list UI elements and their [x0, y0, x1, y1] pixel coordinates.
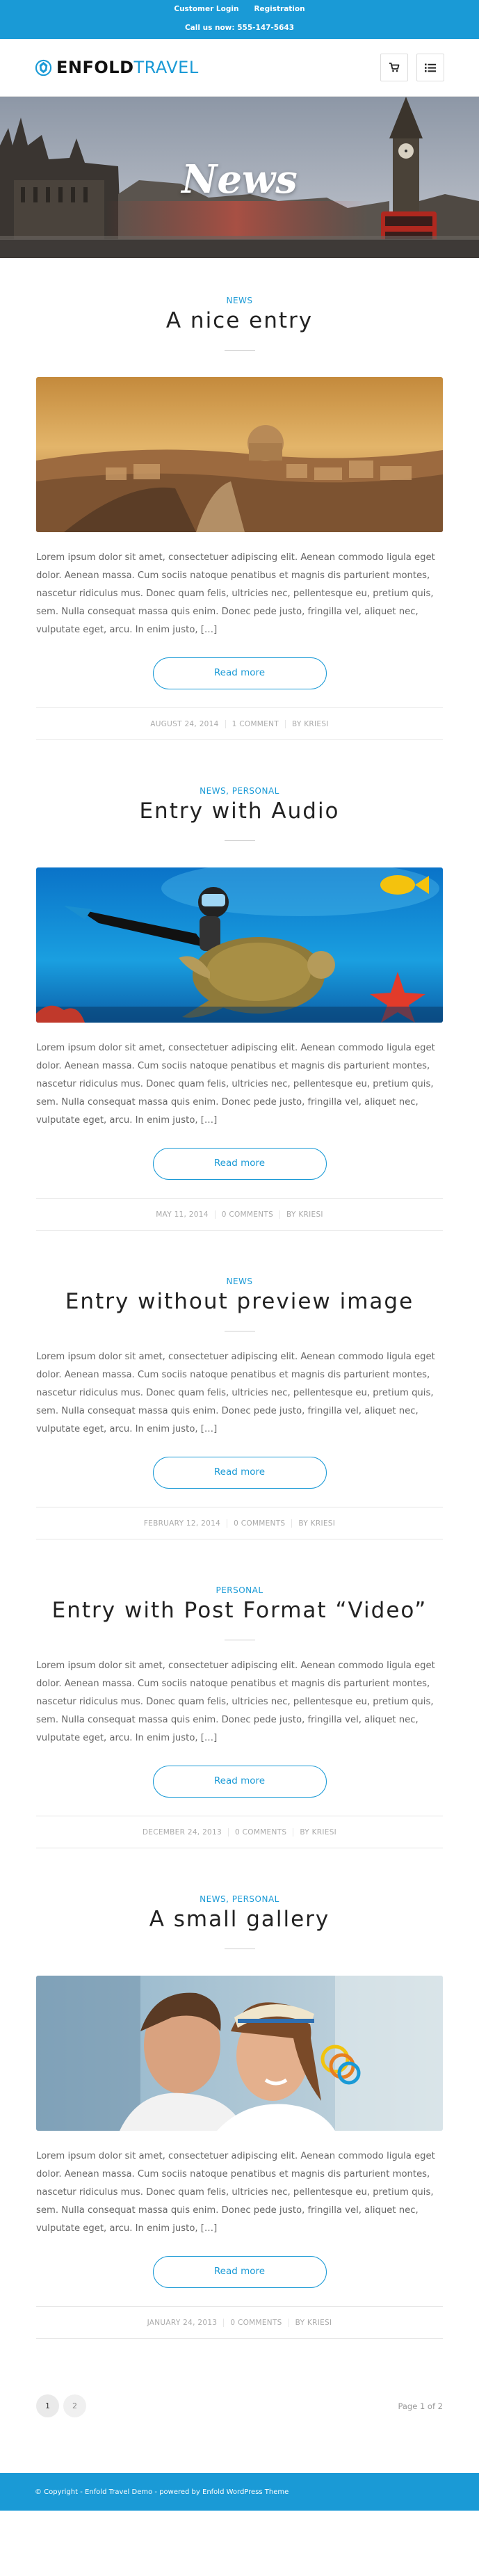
copyright-text: © Copyright - Enfold Travel Demo - powered by Enfold WordPress Theme — [35, 2488, 289, 2496]
post-entry — [36, 1277, 443, 1539]
customer-login-link[interactable]: Customer Login — [174, 5, 239, 13]
read-more-button[interactable]: Read more — [153, 657, 327, 689]
menu-button[interactable] — [416, 54, 444, 81]
post-image-couple-selfie[interactable] — [36, 1976, 443, 2131]
page-title: News — [181, 157, 298, 202]
phone-number: Call us now: 555-147-5643 — [184, 24, 295, 32]
post-categories[interactable]: NEWS — [226, 1277, 253, 1286]
post-excerpt: Lorem ipsum dolor sit amet, consectetuer adipiscing elit. Aenean commodo ligula eget dolor. Aenean massa. Cum sociis natoque penatibus et magnis dis parturient montes, nascetur ridiculus mus. Donec quam felis, ultricies nec, pellentesque eu, pretium quis, sem. Nulla consequat massa quis enim. Donec pede justo, fringilla vel, aliquet nec, vulputate eget, arcu. In enim justo, […] — [36, 552, 435, 635]
top-bar — [0, 0, 479, 39]
cart-button[interactable] — [380, 54, 408, 81]
post-meta — [36, 1816, 443, 1848]
page-info: Page 1 of 2 — [398, 2401, 443, 2411]
post-meta — [36, 1198, 443, 1231]
post-comments-link[interactable]: 0 COMMENTS — [228, 1828, 293, 1837]
post-title[interactable]: Entry with Audio — [139, 799, 340, 824]
post-comments-link[interactable]: 0 COMMENTS — [223, 2319, 288, 2327]
post-excerpt: Lorem ipsum dolor sit amet, consectetuer adipiscing elit. Aenean commodo ligula eget dolor. Aenean massa. Cum sociis natoque penatibus et magnis dis parturient montes, nascetur ridiculus mus. Donec quam felis, ultricies nec, pellentesque eu, pretium quis, sem. Nulla consequat massa quis enim. Donec pede justo, fringilla vel, aliquet nec, vulputate eget, arcu. In enim justo, […] — [36, 1043, 435, 1126]
read-more-button[interactable]: Read more — [153, 2256, 327, 2288]
header-buttons — [380, 54, 444, 81]
post-excerpt: Lorem ipsum dolor sit amet, consectetuer adipiscing elit. Aenean commodo ligula eget dolor. Aenean massa. Cum sociis natoque penatibus et magnis dis parturient montes, nascetur ridiculus mus. Donec quam felis, ultricies nec, pellentesque eu, pretium quis, sem. Nulla consequat massa quis enim. Donec pede justo, fringilla vel, aliquet nec, vulputate eget, arcu. In enim justo, […] — [36, 1352, 435, 1434]
globe-icon — [35, 59, 52, 77]
post-categories[interactable]: NEWS, PERSONAL — [200, 1894, 279, 1904]
post-date: JANUARY 24, 2013 — [147, 2318, 218, 2327]
hero-banner — [0, 97, 479, 258]
post-title[interactable]: A nice entry — [165, 308, 314, 333]
site-logo[interactable] — [35, 58, 199, 77]
post-entry — [36, 1585, 443, 1848]
list-menu-icon — [425, 63, 436, 72]
cart-icon — [389, 63, 400, 72]
post-meta — [36, 1507, 443, 1539]
post-entry — [36, 296, 443, 740]
post-author[interactable]: BY KRIESI — [279, 1210, 330, 1219]
post-categories[interactable]: PERSONAL — [216, 1585, 263, 1595]
post-comments-link[interactable]: 0 COMMENTS — [227, 1519, 291, 1528]
pagination — [36, 2394, 443, 2417]
post-title[interactable]: Entry with Post Format “Video” — [51, 1598, 428, 1623]
post-title[interactable]: Entry without preview image — [65, 1289, 414, 1314]
read-more-button[interactable]: Read more — [153, 1457, 327, 1489]
registration-link[interactable]: Registration — [254, 5, 305, 13]
post-date: FEBRUARY 12, 2014 — [143, 1519, 221, 1528]
post-date: DECEMBER 24, 2013 — [142, 1827, 222, 1837]
post-categories[interactable]: NEWS, PERSONAL — [200, 786, 279, 796]
read-more-button[interactable]: Read more — [153, 1148, 327, 1180]
page-link-2[interactable]: 2 — [63, 2394, 86, 2417]
logo-text-secondary: TRAVEL — [133, 58, 199, 77]
post-meta — [36, 2306, 443, 2339]
post-comments-link[interactable]: 1 COMMENT — [225, 720, 285, 728]
post-author[interactable]: BY KRIESI — [289, 2319, 339, 2327]
post-date: MAY 11, 2014 — [156, 1210, 209, 1219]
top-links — [0, 0, 479, 13]
title-separator — [225, 350, 255, 351]
post-comments-link[interactable]: 0 COMMENTS — [215, 1210, 279, 1219]
post-author[interactable]: BY KRIESI — [293, 1828, 343, 1837]
post-entry — [36, 786, 443, 1231]
post-entry — [36, 1894, 443, 2339]
post-excerpt: Lorem ipsum dolor sit amet, consectetuer adipiscing elit. Aenean commodo ligula eget dolor. Aenean massa. Cum sociis natoque penatibus et magnis dis parturient montes, nascetur ridiculus mus. Donec quam felis, ultricies nec, pellentesque eu, pretium quis, sem. Nulla consequat massa quis enim. Donec pede justo, fringilla vel, aliquet nec, vulputate eget, arcu. In enim justo, […] — [36, 1661, 435, 1743]
post-author[interactable]: BY KRIESI — [285, 720, 335, 728]
post-date: AUGUST 24, 2014 — [150, 719, 219, 728]
site-footer — [0, 2473, 479, 2511]
post-categories[interactable]: NEWS — [226, 296, 253, 305]
page-link-1[interactable]: 1 — [36, 2394, 59, 2417]
logo-text — [56, 58, 199, 77]
post-meta — [36, 707, 443, 740]
page-links — [36, 2394, 86, 2417]
site-header — [0, 39, 479, 97]
read-more-button[interactable]: Read more — [153, 1766, 327, 1798]
post-title[interactable]: A small gallery — [149, 1907, 330, 1932]
post-author[interactable]: BY KRIESI — [291, 1519, 341, 1528]
post-image-rome[interactable] — [36, 377, 443, 532]
title-separator — [225, 840, 255, 841]
post-excerpt: Lorem ipsum dolor sit amet, consectetuer adipiscing elit. Aenean commodo ligula eget dolor. Aenean massa. Cum sociis natoque penatibus et magnis dis parturient montes, nascetur ridiculus mus. Donec quam felis, ultricies nec, pellentesque eu, pretium quis, sem. Nulla consequat massa quis enim. Donec pede justo, fringilla vel, aliquet nec, vulputate eget, arcu. In enim justo, […] — [36, 2151, 435, 2234]
logo-text-primary: ENFOLD — [56, 58, 134, 77]
post-image-diver-turtle[interactable] — [36, 867, 443, 1023]
